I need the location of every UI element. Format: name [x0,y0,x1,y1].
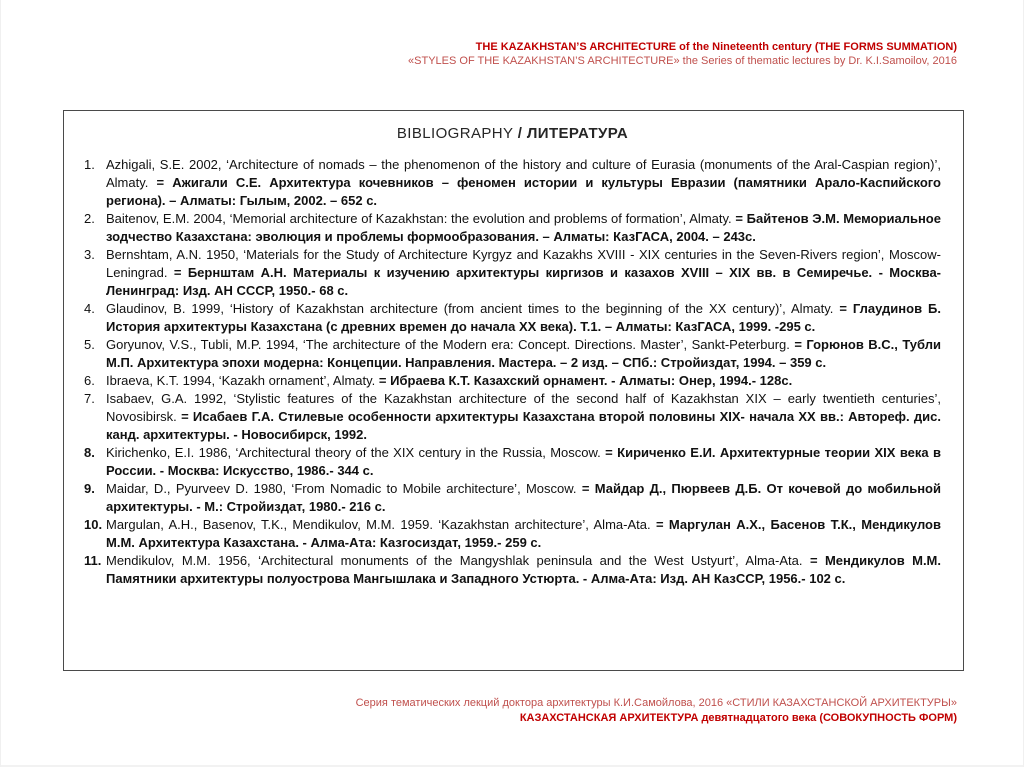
entry-number: 10. [84,517,103,532]
entry-text-en: Mendikulov, M.M. 1956, ‘Architectural monuments of the Mangyshlak peninsula and the West Ustyurt’, Alma-Ata. [106,553,803,568]
entry-text [106,246,941,300]
entry-text-ru: = Исабаев Г.А. Стилевые особенности архитектуры Казахстана второй половины XIX- начала XX вв.: Автореф. дис. канд. архитектуры. - Новосибирск, 1992. [106,409,941,442]
bibliography-entry [84,372,941,390]
entry-text [106,336,941,372]
footer-title-line: КАЗАХСТАНСКАЯ АРХИТЕКТУРА девятнадцатого века (СОВОКУПНОСТЬ ФОРМ) [519,712,957,724]
bibliography-entry [84,336,941,372]
entry-text-en: Baitenov, E.M. 2004, ‘Memorial architecture of Kazakhstan: the evolution and problems of formation’, Almaty. [106,211,732,226]
entry-text-ru: = Горюнов В.С., Тубли М.П. Архитектура эпохи модерна: Концепции. Направления. Мастера. – 2 изд. – СПб.: Стройиздат, 1994. – 359 с. [106,337,941,370]
page-title-ru: / ЛИТЕРАТУРА [517,125,629,142]
entry-number: 8. [84,445,95,460]
entry-number: 2. [84,211,95,226]
entry-text-en: Bernshtam, A.N. 1950, ‘Materials for the Study of Architecture Kyrgyz and Kazakhs XVIII - XIX centuries in the Seven-Rivers region’, Moscow-Leningrad. [106,247,941,280]
entry-text-en: Isabaev, G.A. 1992, ‘Stylistic features of the Kazakhstan architecture of the second half of Kazakhstan XIX – early twentieth centuries’, Novosibirsk. [106,391,941,424]
entry-number: 3. [84,247,95,262]
page-title [84,125,941,142]
header-series-line: «STYLES OF THE KAZAKHSTAN’S ARCHITECTURE» the Series of thematic lectures by Dr. K.I.Samoilov, 2016 [408,55,957,67]
slide-footer [356,696,957,726]
entry-number: 5. [84,337,95,352]
entry-text-ru: = Ибраева К.Т. Казахский орнамент. - Алматы: Онер, 1994.- 128с. [378,373,793,388]
entry-text-en: Margulan, A.H., Basenov, T.K., Mendikulov, M.M. 1959. ‘Kazakhstan architecture’, Alma-Ata. [106,517,651,532]
entry-number: 6. [84,373,95,388]
entry-text-ru: = Глаудинов Б. История архитектуры Казахстана (с древних времен до начала XX века). Т.1. – Алматы: КазГАСА, 1999. -295 с. [106,301,941,334]
entry-text-en: Glaudinov, B. 1999, ‘History of Kazakhstan architecture (from ancient times to the beginning of the XX century)’, Almaty. [106,301,834,316]
page-title-en: BIBLIOGRAPHY [396,125,514,142]
bibliography-entry [84,480,941,516]
entry-text-en: Goryunov, V.S., Tubli, M.P. 1994, ‘The architecture of the Modern era: Concept. Directions. Master’, Sankt-Peterburg. [106,337,790,352]
entry-text-en: Azhigali, S.E. 2002, ‘Architecture of nomads – the phenomenon of the history and culture of Eurasia (monuments of the Aral-Caspian region)’, Almaty. [106,157,941,190]
entry-text-ru: = Ажигали С.Е. Архитектура кочевников – феномен истории и культуры Евразии (памятники Арало-Каспийского региона). – Алматы: Гылым, 2002. – 652 с. [106,175,941,208]
entry-number: 7. [84,391,95,406]
bibliography-entry [84,210,941,246]
entry-text [106,372,941,390]
entry-text-en: Kirichenko, E.I. 1986, ‘Architectural theory of the XIX century in the Russia, Moscow. [106,445,601,460]
entry-number: 4. [84,301,95,316]
entry-text-ru: = Кириченко Е.И. Архитектурные теории XIX века в России. - Москва: Искусство, 1986.- 344 с. [106,445,941,478]
header-title-line: THE KAZAKHSTAN’S ARCHITECTURE of the Nineteenth century (THE FORMS SUMMATION) [475,41,957,53]
entry-text-en: Ibraeva, K.T. 1994, ‘Kazakh ornament’, Almaty. [106,373,376,388]
entry-number: 11. [84,553,102,568]
entry-text-ru: = Байтенов Э.М. Мемориальное зодчество Казахстана: эволюция и проблемы формообразования. – Алматы: КазГАСА, 2004. – 243с. [106,211,941,244]
bibliography-list [84,156,941,588]
footer-series-line: Серия тематических лекций доктора архитектуры К.И.Самойлова, 2016 «СТИЛИ КАЗАХСТАНСКОЙ АРХИТЕКТУРЫ» [355,697,957,709]
bibliography-entry [84,516,941,552]
entry-text [106,390,941,444]
entry-text-ru: = Бернштам А.Н. Материалы к изучению архитектуры киргизов и казахов XVIII – XIX вв. в Семиречье. - Москва-Ленинград: Изд. АН СССР, 1950.- 68 с. [106,265,941,298]
entry-text [106,300,941,336]
entry-text-en: Maidar, D., Pyurveev D. 1980, ‘From Nomadic to Mobile architecture’, Moscow. [106,481,577,496]
entry-text [106,480,941,516]
bibliography-entry [84,246,941,300]
entry-text-ru: = Маргулан А.Х., Басенов Т.К., Мендикулов М.М. Архитектура Казахстана. - Алма-Ата: Казгосиздат, 1959.- 259 с. [106,517,941,550]
entry-text [106,444,941,480]
bibliography-entry [84,390,941,444]
bibliography-entry [84,444,941,480]
entry-text [106,210,941,246]
entry-number: 1. [84,157,95,172]
entry-number: 9. [84,481,95,496]
bibliography-entry [84,300,941,336]
entry-text [106,156,941,210]
bibliography-entry [84,552,941,588]
slide-header [408,40,957,68]
entry-text-ru: = Майдар Д., Пюрвеев Д.Б. От кочевой до мобильной архитектуры. - М.: Стройиздат, 1980.- 216 с. [106,481,941,514]
entry-text-ru: = Мендикулов М.М. Памятники архитектуры полуострова Мангышлака и Западного Устюрта. - Алма-Ата: Изд. АН КазССР, 1956.- 102 с. [106,553,941,586]
entry-text [106,516,941,552]
bibliography-entry [84,156,941,210]
bibliography-box [63,110,964,671]
entry-text [106,552,941,588]
